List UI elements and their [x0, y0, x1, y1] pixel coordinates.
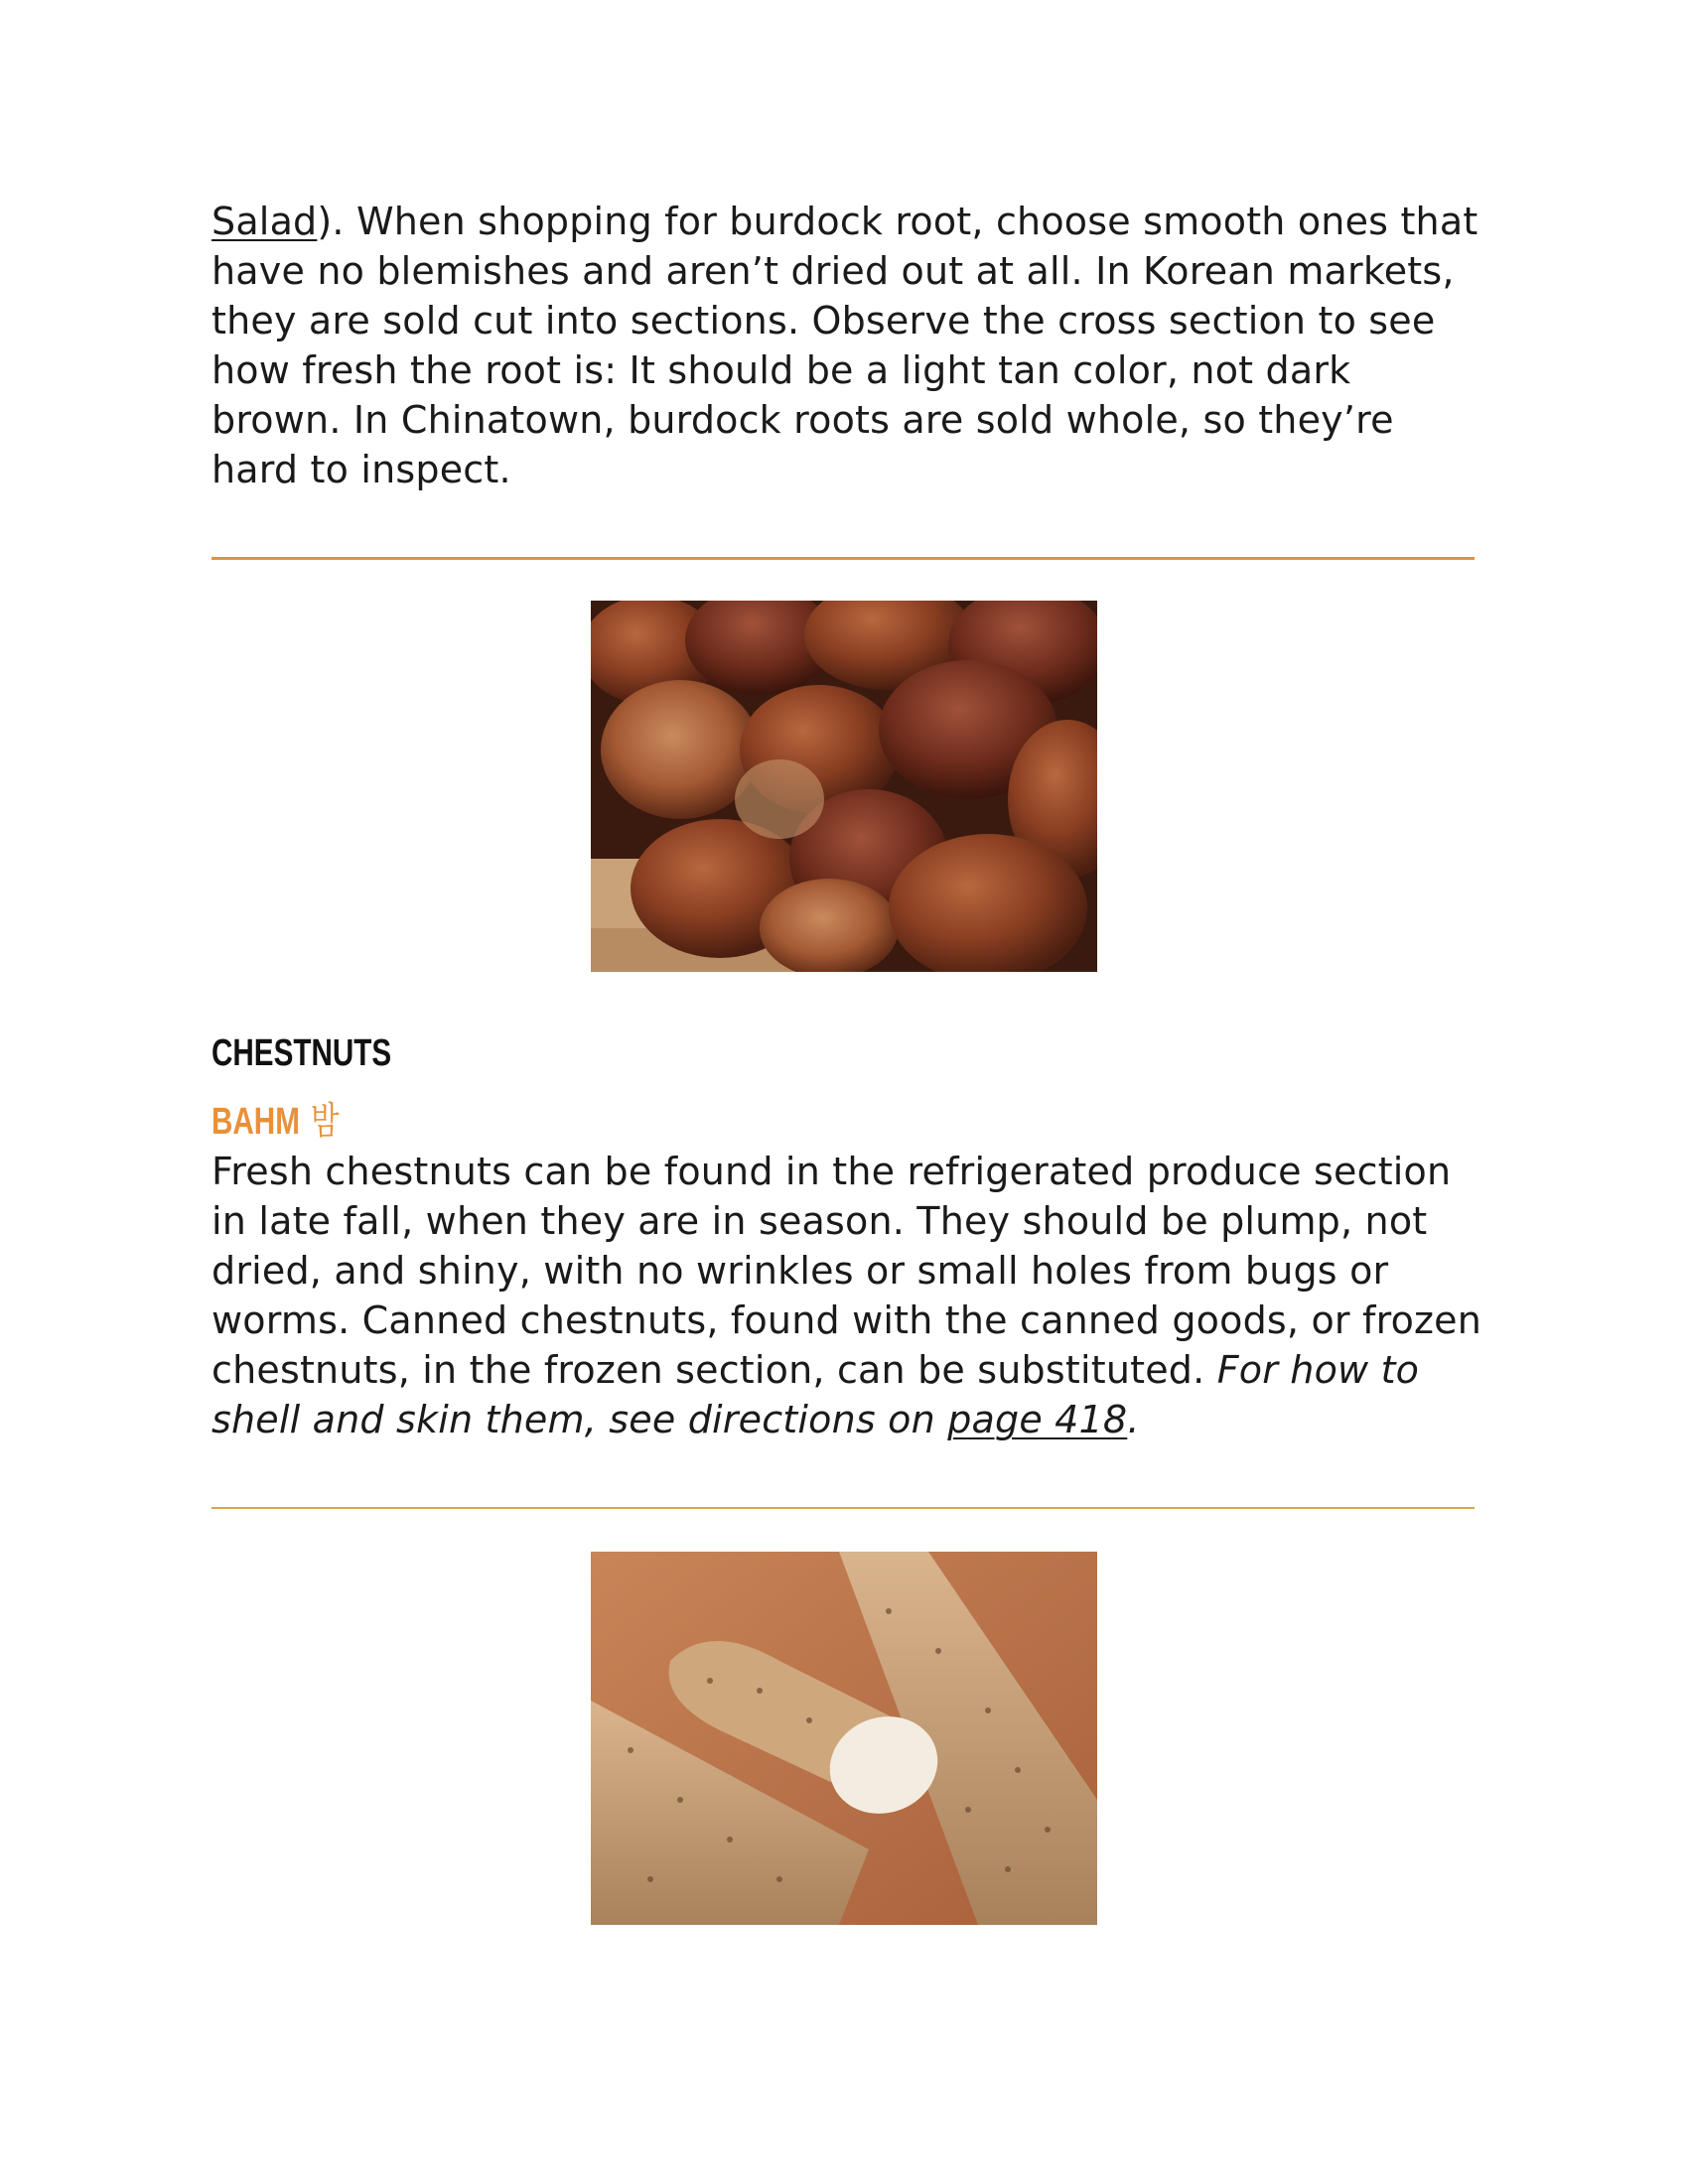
section-divider — [211, 557, 1475, 560]
burdock-text: ). When shopping for burdock root, choose smooth ones that have no blemishes and aren’t dried out at all. In Korean markets, they are sold cut into sections. Observe the cross section to see how fresh the root is: It should be a light tan color, not dark brown. In Chinatown, burdock roots are sold whole, so they’re hard to inspect. — [211, 200, 1478, 491]
page-418-link[interactable]: page 418 — [947, 1398, 1128, 1441]
chestnuts-paragraph — [211, 1147, 1482, 1444]
chestnuts-text: Fresh chestnuts can be found in the refrigerated produce section in late fall, when they are in season. They should be plump, not dried, and shiny, with no wrinkles or small holes from bugs or worms. Canned chestnuts, found with the canned goods, or frozen chestnuts, in the frozen section, can be substituted. — [211, 1150, 1482, 1392]
chestnuts-heading: CHESTNUTS — [211, 1032, 392, 1074]
yam-image — [591, 1552, 1097, 1925]
chestnuts-korean-name — [211, 1090, 339, 1145]
salad-link[interactable]: Salad — [211, 200, 318, 243]
section-divider-2 — [211, 1507, 1475, 1509]
chestnuts-directions: For how to shell and skin them, see directions on page 418. — [211, 1348, 1420, 1441]
burdock-paragraph — [211, 197, 1482, 494]
chestnuts-image — [591, 601, 1097, 972]
romanized-name: BAHM — [211, 1101, 300, 1143]
korean-name: 밤 — [310, 1099, 340, 1143]
yam-photo — [591, 1552, 1097, 1925]
chestnuts-photo — [591, 601, 1097, 972]
